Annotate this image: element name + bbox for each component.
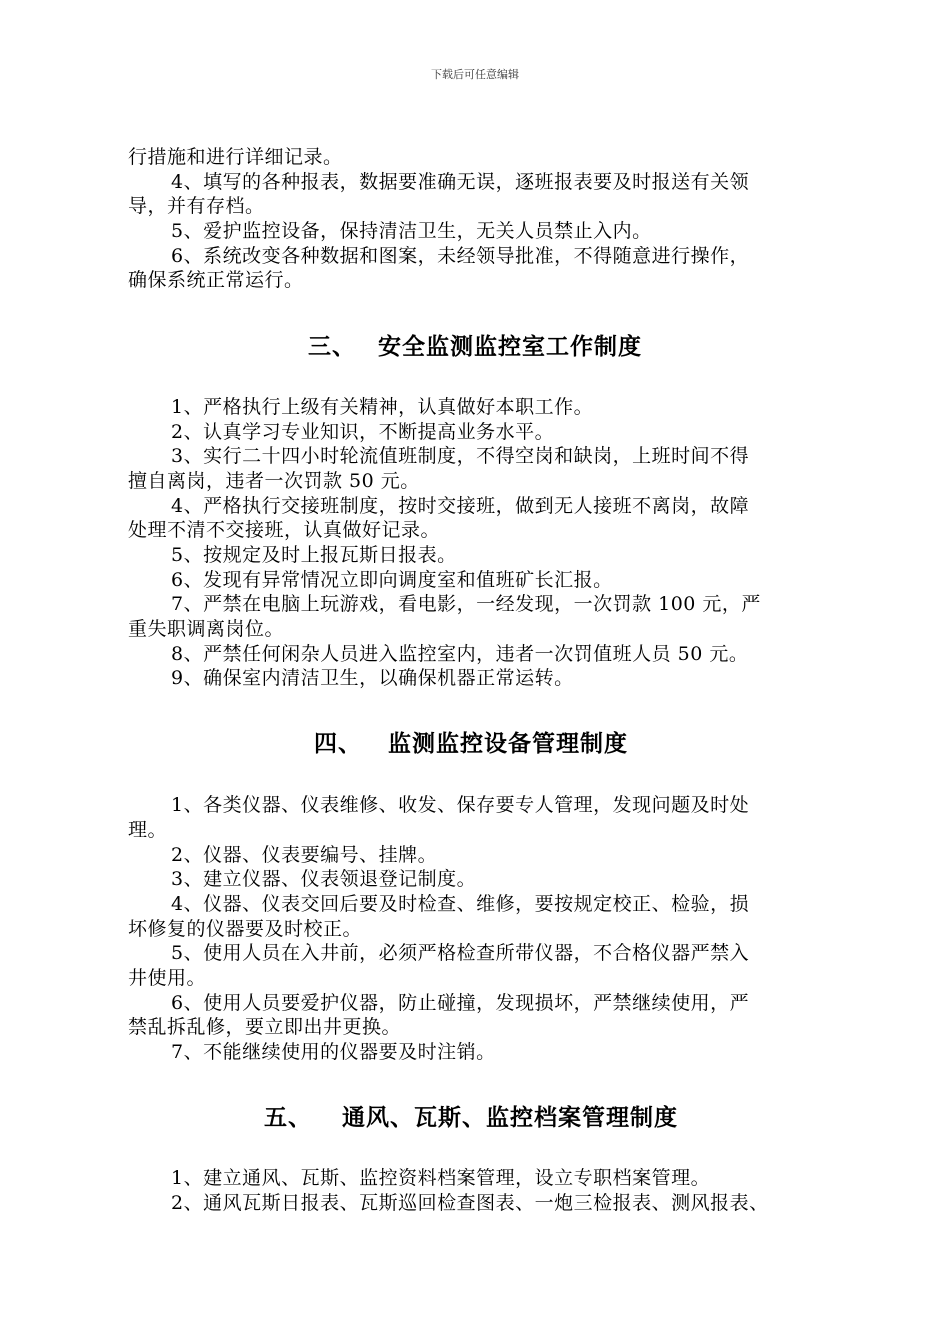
paragraph-line: 4、仪器、仪表交回后要及时检查、维修，要按规定校正、检验，损 [171, 893, 750, 915]
paragraph-line: 2、通风瓦斯日报表、瓦斯巡回检查图表、一炮三检报表、测风报表、 [171, 1192, 769, 1214]
section-heading [308, 332, 642, 362]
paragraph-line: 1、严格执行上级有关精神，认真做好本职工作。 [171, 396, 594, 418]
paragraph-line: 2、认真学习专业知识，不断提高业务水平。 [171, 421, 555, 443]
paragraph-line: 6、系统改变各种数据和图案，未经领导批准，不得随意进行操作， [171, 245, 750, 267]
paragraph-line: 8、严禁任何闲杂人员进入监控室内，违者一次罚值班人员 50 元。 [171, 643, 749, 665]
section-heading [264, 1103, 678, 1133]
paragraph-line: 4、严格执行交接班制度，按时交接班，做到无人接班不离岗，故障 [171, 495, 750, 517]
paragraph-line: 1、各类仪器、仪表维修、收发、保存要专人管理，发现问题及时处 [171, 794, 750, 816]
section-number: 三、 [308, 334, 356, 360]
page-header: 下载后可任意编辑 [431, 68, 519, 81]
paragraph-line: 擅自离岗，违者一次罚款 50 元。 [128, 470, 420, 492]
paragraph-line: 坏修复的仪器要及时校正。 [128, 918, 363, 940]
paragraph-line: 处理不清不交接班，认真做好记录。 [128, 519, 441, 541]
paragraph-line: 禁乱拆乱修，要立即出井更换。 [128, 1016, 402, 1038]
paragraph-line: 9、确保室内清洁卫生，以确保机器正常运转。 [171, 667, 574, 689]
paragraph-line: 确保系统正常运行。 [128, 269, 304, 291]
paragraph-line: 5、按规定及时上报瓦斯日报表。 [171, 544, 457, 566]
paragraph-line: 井使用。 [128, 967, 207, 989]
paragraph-line: 3、建立仪器、仪表领退登记制度。 [171, 868, 477, 890]
section-title: 监测监控设备管理制度 [388, 731, 628, 757]
paragraph-line: 1、建立通风、瓦斯、监控资料档案管理，设立专职档案管理。 [171, 1167, 711, 1189]
paragraph-line: 7、不能继续使用的仪器要及时注销。 [171, 1041, 496, 1063]
paragraph-line: 理。 [128, 819, 168, 841]
section-title: 通风、瓦斯、监控档案管理制度 [342, 1105, 678, 1131]
paragraph-line: 6、发现有异常情况立即向调度室和值班矿长汇报。 [171, 569, 613, 591]
paragraph-line: 6、使用人员要爱护仪器，防止碰撞，发现损坏，严禁继续使用，严 [171, 992, 750, 1014]
paragraph-line: 3、实行二十四小时轮流值班制度，不得空岗和缺岗，上班时间不得 [171, 445, 750, 467]
paragraph-line: 5、使用人员在入井前，必须严格检查所带仪器，不合格仪器严禁入 [171, 942, 750, 964]
section-title: 安全监测监控室工作制度 [378, 334, 642, 360]
section-heading [314, 729, 628, 759]
paragraph-line: 7、严禁在电脑上玩游戏，看电影，一经发现，一次罚款 100 元，严 [171, 593, 761, 615]
paragraph-line: 行措施和进行详细记录。 [128, 146, 343, 168]
paragraph-line: 重失职调离岗位。 [128, 618, 285, 640]
section-number: 四、 [314, 731, 362, 757]
section-number: 五、 [264, 1105, 312, 1131]
paragraph-line: 5、爱护监控设备，保持清洁卫生，无关人员禁止入内。 [171, 220, 652, 242]
paragraph-line: 2、仪器、仪表要编号、挂牌。 [171, 844, 438, 866]
paragraph-line: 4、填写的各种报表，数据要准确无误，逐班报表要及时报送有关领 [171, 171, 750, 193]
paragraph-line: 导，并有存档。 [128, 195, 265, 217]
